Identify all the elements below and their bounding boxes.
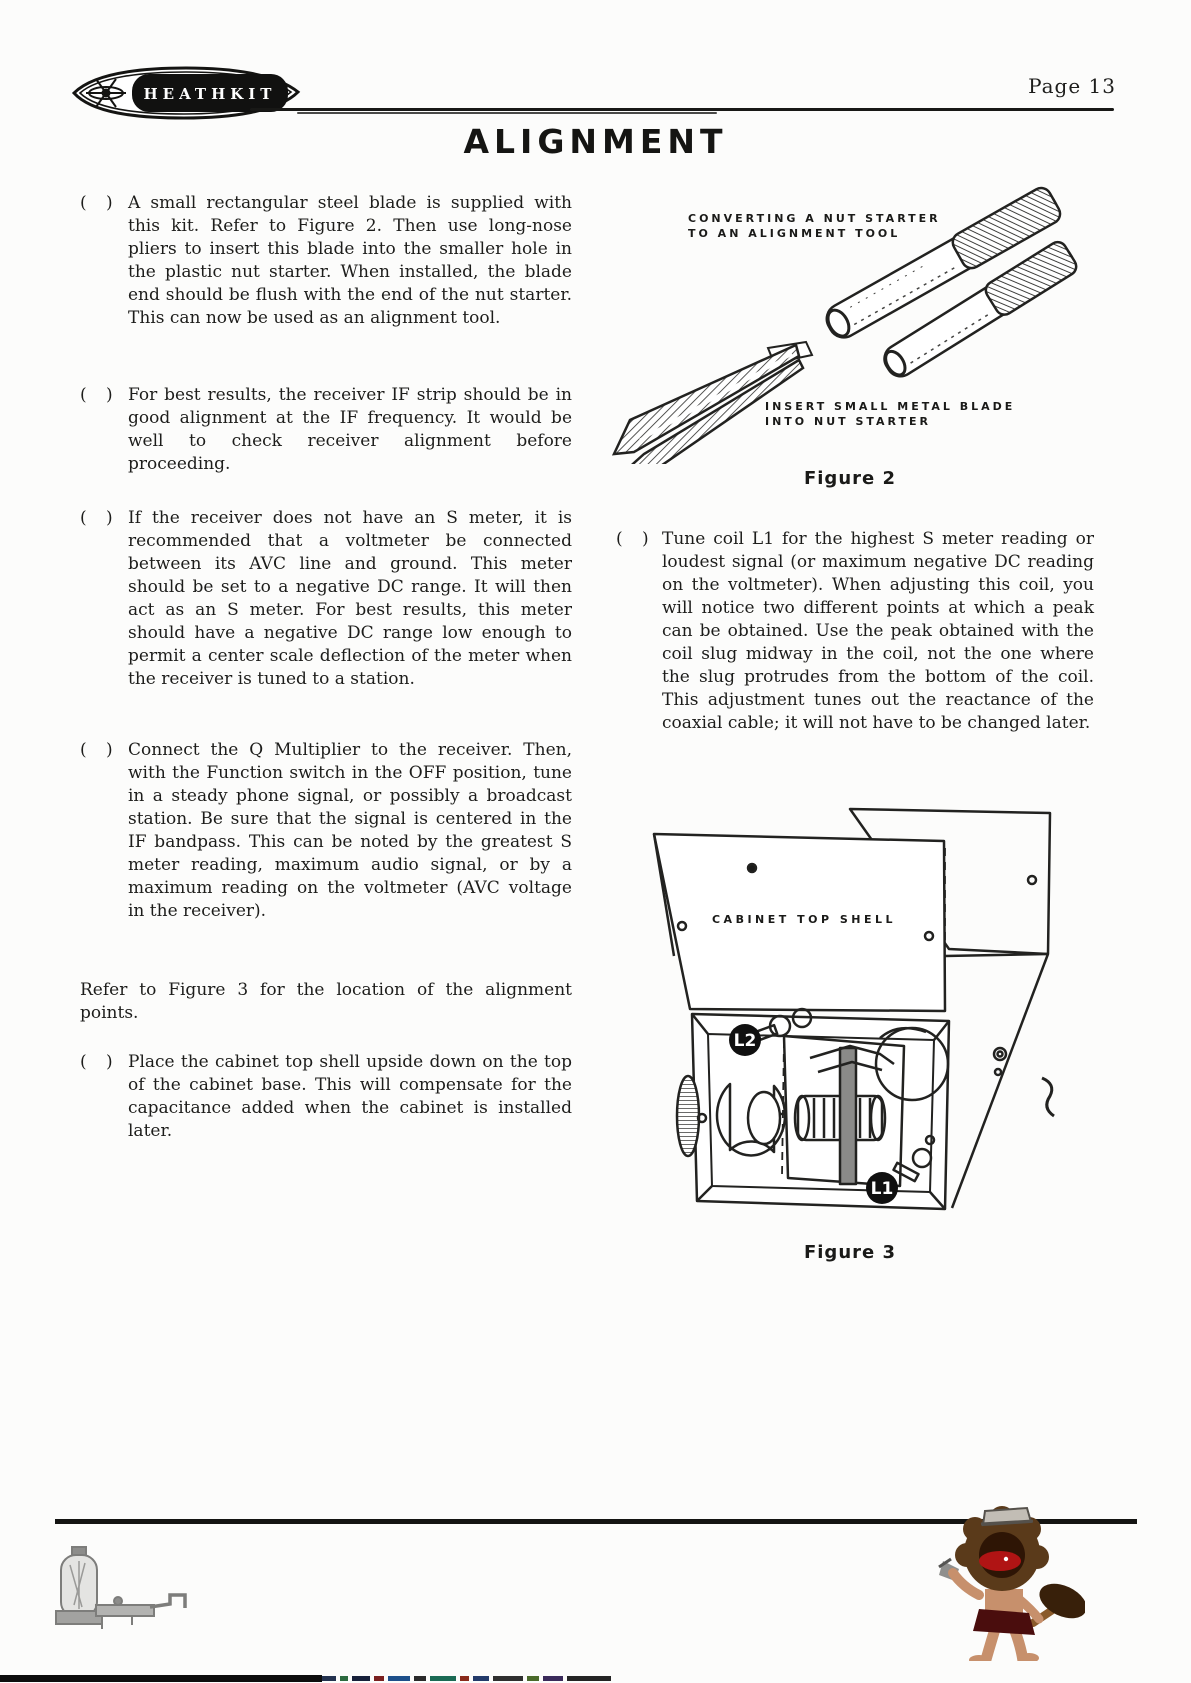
instruction-text: A small rectangular steel blade is supplied with this kit. Refer to Figure 2. Then use long-nose pliers to insert this blade into the smaller hole in the plastic nut starter. When installed, the blade end should be flush with the end of the nut starter. This can now be used as an alignment tool. [128, 193, 572, 328]
svg-text:L2: L2 [733, 1031, 757, 1051]
logo-wordmark: HEATHKIT [143, 85, 277, 103]
instruction-text: For best results, the receiver IF strip should be in good alignment at the IF frequency. It would be well to check receiver alignment before proceeding. [128, 385, 572, 474]
figure2-illustration [600, 172, 1120, 464]
checkbox-mark: ( ) [80, 193, 120, 213]
instruction-text: Tune coil L1 for the highest S meter reading or loudest signal (or maximum negative DC reading on the voltmeter). When adjusting this coil, you will notice two different points at which a peak can be obtained. Use the peak obtained with the coil slug midway in the coil, not the one where the slug protrudes from the bottom of the coil. This adjustment tunes out the reactance of the coaxial cable; it will not have to be changed later. [662, 529, 1094, 733]
header-rule [250, 108, 1114, 111]
vacuum-tube-illustration [52, 1545, 192, 1635]
figure3-caption: Figure 3 [803, 1242, 897, 1263]
page-edge-artifact [0, 1675, 322, 1682]
figure2-label-converting-line2: TO AN ALIGNMENT TOOL [688, 227, 901, 240]
instruction-text: Connect the Q Multiplier to the receiver. Then, with the Function switch in the OFF position, tune in a steady phone signal, or possibly a broadcast station. Be sure that the signal is centered in the IF bandpass. This can be noted by the greatest S meter reading, maximum audio signal, or by a maximum reading on the voltmeter (AVC voltage in the receiver). [128, 740, 572, 921]
checklist-item [80, 739, 572, 923]
checklist-item [616, 528, 1094, 735]
checkbox-mark: ( ) [80, 508, 120, 528]
figure2-caption: Figure 2 [803, 468, 897, 489]
checkbox-mark: ( ) [80, 740, 120, 760]
checklist-item [80, 192, 572, 330]
checklist-item [80, 507, 572, 691]
cabinet-top-shell-label: CABINET TOP SHELL [711, 913, 897, 926]
checklist-item [80, 1051, 572, 1143]
l1-callout-badge [866, 1172, 898, 1204]
instruction-text: If the receiver does not have an S meter, it is recommended that a voltmeter be connected between its AVC line and ground. This meter should be set to a negative DC range. It will then act as an S meter. For best results, this meter should have a negative DC range low enough to permit a center scale deflection of the meter when the receiver is tuned to a station. [128, 508, 572, 689]
checkbox-mark: ( ) [616, 529, 656, 549]
header-rule-shadow [297, 112, 717, 114]
caveman-mascot-icon [915, 1503, 1085, 1661]
checkbox-mark: ( ) [80, 1052, 120, 1072]
l2-callout-badge [729, 1024, 761, 1056]
note-text: Refer to Figure 3 for the location of the alignment points. [80, 980, 572, 1023]
instruction-text: Place the cabinet top shell upside down on the top of the cabinet base. This will compensate for the capacitance added when the cabinet is installed later. [128, 1052, 572, 1141]
heathkit-logo [70, 66, 302, 120]
page-title: ALIGNMENT [463, 122, 728, 161]
checkbox-mark: ( ) [80, 385, 120, 405]
figure2-label-insert-line1: INSERT SMALL METAL BLADE [765, 400, 1016, 413]
figure2-label-converting-line1: CONVERTING A NUT STARTER [688, 212, 941, 225]
checklist-item [80, 384, 572, 476]
figure2-label-insert-line2: INTO NUT STARTER [765, 415, 932, 428]
svg-text:L1: L1 [870, 1179, 894, 1199]
figure3-illustration [612, 796, 1112, 1236]
page-number: Page 13 [1028, 74, 1116, 98]
page-edge-noise [322, 1676, 615, 1681]
